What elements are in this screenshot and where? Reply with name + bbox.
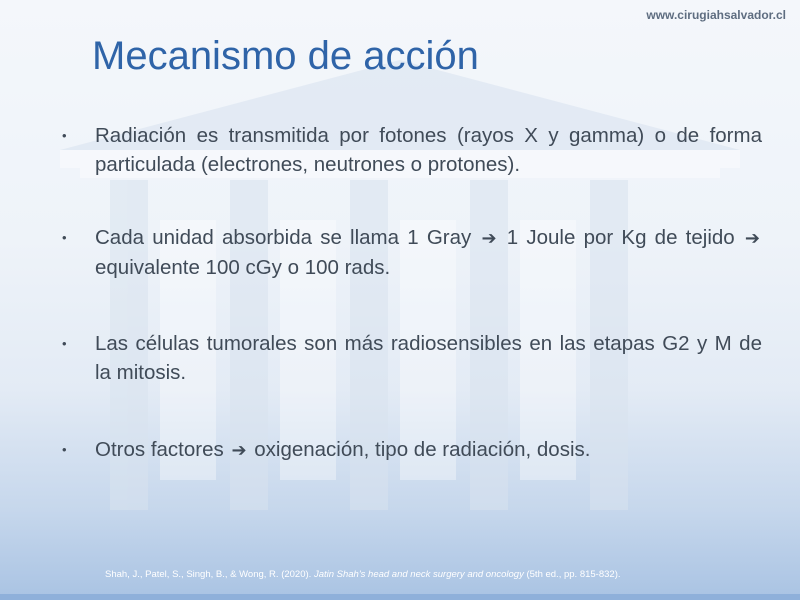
bullet-text: equivalente 100 cGy o 100 rads. [95,256,391,279]
arrow-right-icon: ➔ [231,440,247,460]
bullet-text: 1 Joule por Kg de tejido [506,226,735,249]
citation-book-title: Jatin Shah's head and neck surgery and oncology [313,569,524,580]
bullet-item [62,121,762,179]
bullet-text: Cada unidad absorbida se llama 1 Gray [95,226,472,249]
arrow-right-icon: ➔ [744,228,760,248]
bullet-item [62,435,762,465]
citation [105,569,621,580]
bullet-item [62,223,762,282]
bullet-list [62,121,762,465]
bullet-text: Radiación es transmitida por fotones (rayos X y gamma) o de forma particulada (electrones, neutrones o protones). [95,124,762,176]
bullet-text: Las células tumorales son más radiosensibles en las etapas G2 y M de la mitosis. [95,332,762,384]
slide-title: Mecanismo de acción [92,34,479,78]
bullet-text: oxigenación, tipo de radiación, dosis. [254,438,591,461]
citation-authors: Shah, J., Patel, S., Singh, B., & Wong, R. (2020). [105,569,312,580]
bullet-item [62,329,762,387]
site-url: www.cirugiahsalvador.cl [646,8,786,22]
citation-details: (5th ed., pp. 815-832). [526,569,621,580]
bullet-text: Otros factores [95,438,224,461]
bottom-band [0,594,800,600]
arrow-right-icon: ➔ [481,228,497,248]
